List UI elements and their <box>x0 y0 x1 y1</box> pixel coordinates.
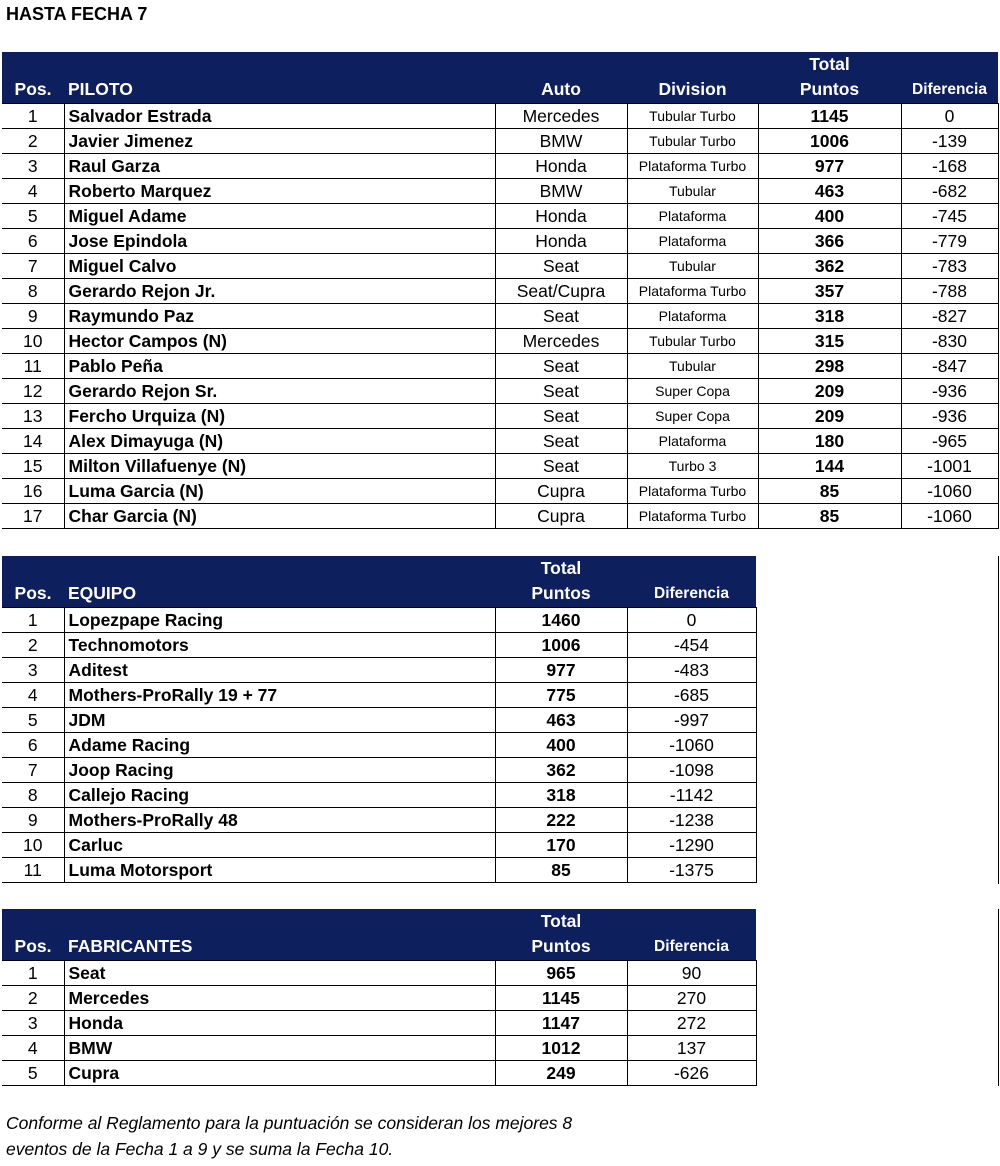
table-row <box>2 179 998 204</box>
header-auto: Auto <box>495 52 627 104</box>
table-row <box>2 379 998 404</box>
fabricante-name: Seat <box>64 961 495 986</box>
piloto-name: Hector Campos (N) <box>64 329 495 354</box>
diferencia-cell: -1060 <box>901 479 998 504</box>
total-cell: 1145 <box>495 986 627 1011</box>
pos-cell: 8 <box>2 783 64 808</box>
diferencia-cell: -830 <box>901 329 998 354</box>
equipo-name: Carluc <box>64 833 495 858</box>
header-total-line2: Puntos <box>531 936 591 956</box>
diferencia-cell: 90 <box>627 961 756 986</box>
table-row <box>2 1061 756 1086</box>
total-cell: 977 <box>495 658 627 683</box>
diferencia-cell: -936 <box>901 379 998 404</box>
diferencia-cell: 0 <box>627 608 756 633</box>
pos-cell: 5 <box>2 1061 64 1086</box>
fabricante-name: Mercedes <box>64 986 495 1011</box>
header-total <box>495 909 627 961</box>
auto-cell: Mercedes <box>495 104 627 129</box>
diferencia-cell: -788 <box>901 279 998 304</box>
table-row <box>2 404 998 429</box>
auto-cell: BMW <box>495 129 627 154</box>
auto-cell: Seat/Cupra <box>495 279 627 304</box>
total-cell: 400 <box>758 204 901 229</box>
piloto-name: Javier Jimenez <box>64 129 495 154</box>
total-cell: 463 <box>758 179 901 204</box>
table-row <box>2 708 756 733</box>
table-row <box>2 808 756 833</box>
pos-cell: 1 <box>2 961 64 986</box>
diferencia-cell: -745 <box>901 204 998 229</box>
pilotos-header-row <box>2 52 998 104</box>
division-cell: Tubular <box>627 254 758 279</box>
diferencia-cell: 137 <box>627 1036 756 1061</box>
division-cell: Tubular <box>627 354 758 379</box>
table-row <box>2 154 998 179</box>
diferencia-cell: -936 <box>901 404 998 429</box>
table-row <box>2 229 998 254</box>
table-row <box>2 254 998 279</box>
diferencia-cell: -454 <box>627 633 756 658</box>
total-cell: 1012 <box>495 1036 627 1061</box>
total-cell: 357 <box>758 279 901 304</box>
equipo-name: Adame Racing <box>64 733 495 758</box>
table-row <box>2 354 998 379</box>
header-division: Division <box>627 52 758 104</box>
table-row <box>2 783 756 808</box>
pos-cell: 6 <box>2 733 64 758</box>
auto-cell: Seat <box>495 304 627 329</box>
total-cell: 180 <box>758 429 901 454</box>
header-pos: Pos. <box>2 556 64 608</box>
pos-cell: 5 <box>2 708 64 733</box>
piloto-name: Milton Villafuenye (N) <box>64 454 495 479</box>
diferencia-cell: -997 <box>627 708 756 733</box>
total-cell: 1006 <box>758 129 901 154</box>
piloto-name: Alex Dimayuga (N) <box>64 429 495 454</box>
diferencia-cell: -626 <box>627 1061 756 1086</box>
division-cell: Plataforma Turbo <box>627 154 758 179</box>
division-cell: Plataforma Turbo <box>627 504 758 529</box>
pos-cell: 10 <box>2 329 64 354</box>
equipos-header-row <box>2 556 756 608</box>
diferencia-cell: -1375 <box>627 858 756 883</box>
fabricante-name: Honda <box>64 1011 495 1036</box>
auto-cell: Seat <box>495 429 627 454</box>
pos-cell: 4 <box>2 179 64 204</box>
diferencia-cell: -965 <box>901 429 998 454</box>
pos-cell: 11 <box>2 858 64 883</box>
total-cell: 144 <box>758 454 901 479</box>
equipo-name: Lopezpape Racing <box>64 608 495 633</box>
header-total <box>495 556 627 608</box>
auto-cell: Seat <box>495 254 627 279</box>
divider-line <box>998 909 999 1086</box>
header-piloto: PILOTO <box>64 52 495 104</box>
pos-cell: 1 <box>2 608 64 633</box>
fabricantes-header-row <box>2 909 756 961</box>
diferencia-cell: 270 <box>627 986 756 1011</box>
diferencia-cell: 0 <box>901 104 998 129</box>
piloto-name: Miguel Calvo <box>64 254 495 279</box>
table-row <box>2 758 756 783</box>
pos-cell: 3 <box>2 658 64 683</box>
equipos-table <box>2 556 757 883</box>
table-row <box>2 129 998 154</box>
pos-cell: 6 <box>2 229 64 254</box>
division-cell: Tubular Turbo <box>627 129 758 154</box>
fabricantes-table <box>2 909 757 1086</box>
footnote-line: Conforme al Reglamento para la puntuación se consideran los mejores 8 <box>6 1113 573 1133</box>
equipo-name: Callejo Racing <box>64 783 495 808</box>
total-cell: 1147 <box>495 1011 627 1036</box>
total-cell: 977 <box>758 154 901 179</box>
table-row <box>2 658 756 683</box>
pos-cell: 3 <box>2 154 64 179</box>
piloto-name: Pablo Peña <box>64 354 495 379</box>
pos-cell: 7 <box>2 254 64 279</box>
piloto-name: Raymundo Paz <box>64 304 495 329</box>
table-row <box>2 608 756 633</box>
header-total-line2: Puntos <box>799 79 860 99</box>
pos-cell: 5 <box>2 204 64 229</box>
pos-cell: 2 <box>2 633 64 658</box>
diferencia-cell: -1060 <box>627 733 756 758</box>
auto-cell: Seat <box>495 404 627 429</box>
header-pos: Pos. <box>2 52 64 104</box>
total-cell: 85 <box>758 504 901 529</box>
header-total-line2: Puntos <box>531 583 591 603</box>
divider-line <box>998 556 999 884</box>
auto-cell: Honda <box>495 229 627 254</box>
equipo-name: Luma Motorsport <box>64 858 495 883</box>
diferencia-cell: -1238 <box>627 808 756 833</box>
header-diferencia: Diferencia <box>627 909 756 961</box>
division-cell: Plataforma Turbo <box>627 279 758 304</box>
diferencia-cell: -168 <box>901 154 998 179</box>
piloto-name: Gerardo Rejon Sr. <box>64 379 495 404</box>
division-cell: Plataforma <box>627 229 758 254</box>
total-cell: 965 <box>495 961 627 986</box>
auto-cell: BMW <box>495 179 627 204</box>
table-row <box>2 504 998 529</box>
total-cell: 1460 <box>495 608 627 633</box>
division-cell: Super Copa <box>627 404 758 429</box>
header-diferencia: Diferencia <box>627 556 756 608</box>
table-row <box>2 429 998 454</box>
header-equipo: EQUIPO <box>64 556 495 608</box>
pos-cell: 9 <box>2 808 64 833</box>
diferencia-cell: -685 <box>627 683 756 708</box>
table-row <box>2 329 998 354</box>
total-cell: 249 <box>495 1061 627 1086</box>
header-total <box>758 52 901 104</box>
pilotos-table <box>2 52 999 529</box>
total-cell: 318 <box>495 783 627 808</box>
table-row <box>2 304 998 329</box>
table-row <box>2 683 756 708</box>
pos-cell: 14 <box>2 429 64 454</box>
pos-cell: 3 <box>2 1011 64 1036</box>
division-cell: Plataforma <box>627 304 758 329</box>
pos-cell: 13 <box>2 404 64 429</box>
pos-cell: 7 <box>2 758 64 783</box>
piloto-name: Miguel Adame <box>64 204 495 229</box>
piloto-name: Raul Garza <box>64 154 495 179</box>
table-row <box>2 1036 756 1061</box>
pos-cell: 15 <box>2 454 64 479</box>
total-cell: 209 <box>758 379 901 404</box>
diferencia-cell: -139 <box>901 129 998 154</box>
diferencia-cell: -483 <box>627 658 756 683</box>
auto-cell: Mercedes <box>495 329 627 354</box>
table-row <box>2 858 756 883</box>
auto-cell: Cupra <box>495 479 627 504</box>
piloto-name: Salvador Estrada <box>64 104 495 129</box>
total-cell: 400 <box>495 733 627 758</box>
pos-cell: 8 <box>2 279 64 304</box>
header-total-line1: Total <box>540 911 582 931</box>
table-row <box>2 454 998 479</box>
total-cell: 362 <box>758 254 901 279</box>
division-cell: Super Copa <box>627 379 758 404</box>
total-cell: 315 <box>758 329 901 354</box>
total-cell: 170 <box>495 833 627 858</box>
division-cell: Plataforma Turbo <box>627 479 758 504</box>
total-cell: 366 <box>758 229 901 254</box>
diferencia-cell: -1060 <box>901 504 998 529</box>
total-cell: 463 <box>495 708 627 733</box>
table-row <box>2 204 998 229</box>
total-cell: 209 <box>758 404 901 429</box>
diferencia-cell: -779 <box>901 229 998 254</box>
division-cell: Tubular Turbo <box>627 104 758 129</box>
piloto-name: Fercho Urquiza (N) <box>64 404 495 429</box>
total-cell: 1145 <box>758 104 901 129</box>
page-title: HASTA FECHA 7 <box>6 4 148 24</box>
header-total-line1: Total <box>809 54 850 74</box>
piloto-name: Luma Garcia (N) <box>64 479 495 504</box>
table-row <box>2 279 998 304</box>
auto-cell: Honda <box>495 204 627 229</box>
diferencia-cell: -1142 <box>627 783 756 808</box>
pos-cell: 17 <box>2 504 64 529</box>
table-row <box>2 104 998 129</box>
diferencia-cell: -827 <box>901 304 998 329</box>
diferencia-cell: -847 <box>901 354 998 379</box>
equipo-name: Mothers-ProRally 48 <box>64 808 495 833</box>
pos-cell: 4 <box>2 1036 64 1061</box>
fabricante-name: BMW <box>64 1036 495 1061</box>
auto-cell: Cupra <box>495 504 627 529</box>
auto-cell: Seat <box>495 379 627 404</box>
equipo-name: Technomotors <box>64 633 495 658</box>
diferencia-cell: -783 <box>901 254 998 279</box>
diferencia-cell: -682 <box>901 179 998 204</box>
pos-cell: 1 <box>2 104 64 129</box>
table-row <box>2 1011 756 1036</box>
diferencia-cell: -1290 <box>627 833 756 858</box>
footnote <box>6 1110 572 1162</box>
total-cell: 85 <box>758 479 901 504</box>
division-cell: Turbo 3 <box>627 454 758 479</box>
total-cell: 362 <box>495 758 627 783</box>
division-cell: Tubular Turbo <box>627 329 758 354</box>
division-cell: Plataforma <box>627 204 758 229</box>
piloto-name: Jose Epindola <box>64 229 495 254</box>
piloto-name: Char Garcia (N) <box>64 504 495 529</box>
fabricante-name: Cupra <box>64 1061 495 1086</box>
diferencia-cell: 272 <box>627 1011 756 1036</box>
pos-cell: 4 <box>2 683 64 708</box>
pos-cell: 2 <box>2 986 64 1011</box>
table-row <box>2 733 756 758</box>
table-row <box>2 633 756 658</box>
total-cell: 318 <box>758 304 901 329</box>
auto-cell: Seat <box>495 354 627 379</box>
header-fabricantes: FABRICANTES <box>64 909 495 961</box>
table-row <box>2 833 756 858</box>
header-diferencia: Diferencia <box>901 52 998 104</box>
header-total-line1: Total <box>540 558 582 578</box>
division-cell: Tubular <box>627 179 758 204</box>
equipo-name: Aditest <box>64 658 495 683</box>
pos-cell: 11 <box>2 354 64 379</box>
auto-cell: Honda <box>495 154 627 179</box>
pos-cell: 12 <box>2 379 64 404</box>
diferencia-cell: -1098 <box>627 758 756 783</box>
pos-cell: 2 <box>2 129 64 154</box>
equipo-name: Mothers-ProRally 19 + 77 <box>64 683 495 708</box>
pos-cell: 16 <box>2 479 64 504</box>
piloto-name: Gerardo Rejon Jr. <box>64 279 495 304</box>
auto-cell: Seat <box>495 454 627 479</box>
table-row <box>2 479 998 504</box>
total-cell: 85 <box>495 858 627 883</box>
total-cell: 1006 <box>495 633 627 658</box>
piloto-name: Roberto Marquez <box>64 179 495 204</box>
footnote-line: eventos de la Fecha 1 a 9 y se suma la Fecha 10. <box>6 1139 394 1159</box>
total-cell: 222 <box>495 808 627 833</box>
header-pos: Pos. <box>2 909 64 961</box>
total-cell: 298 <box>758 354 901 379</box>
pos-cell: 9 <box>2 304 64 329</box>
pos-cell: 10 <box>2 833 64 858</box>
total-cell: 775 <box>495 683 627 708</box>
table-row <box>2 961 756 986</box>
equipo-name: Joop Racing <box>64 758 495 783</box>
equipo-name: JDM <box>64 708 495 733</box>
table-row <box>2 986 756 1011</box>
diferencia-cell: -1001 <box>901 454 998 479</box>
division-cell: Plataforma <box>627 429 758 454</box>
